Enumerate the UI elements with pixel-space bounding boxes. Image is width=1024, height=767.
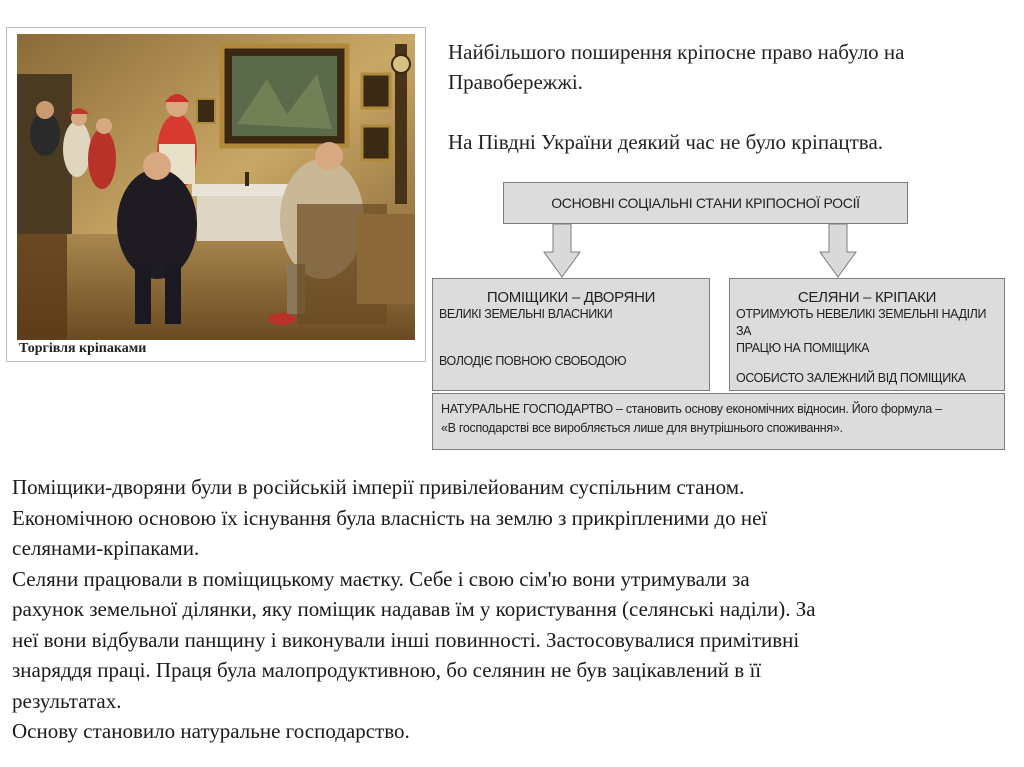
- painting-frame: [6, 27, 426, 362]
- intro-paragraph-1: Найбільшого поширення кріпосне право набуло на Правобережжі.: [448, 40, 905, 94]
- diagram-title: ОСНОВНІ СОЦІАЛЬНІ СТАНИ КРІПОСНОЇ РОСІЇ: [551, 195, 860, 211]
- body-line: Економічною основою їх існування була власність на землю з прикріпленими до неї: [12, 505, 768, 530]
- serfs-line-1: ОТРИМУЮТЬ НЕВЕЛИКІ ЗЕМЕЛЬНІ НАДІЛИ ЗА: [736, 307, 987, 338]
- body-line: знаряддя праці. Праця була малопродуктивною, бо селянин не був зацікавлений в її: [12, 658, 762, 682]
- diagram-title-box: [503, 182, 908, 224]
- body-line: результатах.: [12, 688, 122, 713]
- serfs-heading: СЕЛЯНИ – КРІПАКИ: [797, 289, 937, 306]
- landlords-heading: ПОМІЩИКИ – ДВОРЯНИ: [486, 289, 656, 306]
- body-line: неї вони відбували панщину і виконували інші повинності. Застосовувалися примітивні: [12, 627, 800, 652]
- natural-economy-line-1: НАТУРАЛЬНЕ ГОСПОДАРТВО – становить основу економічних відносин. Його формула –: [441, 402, 942, 416]
- painting-image: [17, 34, 415, 340]
- landlords-line-1: ВЕЛИКІ ЗЕМЕЛЬНІ ВЛАСНИКИ: [439, 307, 613, 321]
- serfs-line-2: ОСОБИСТО ЗАЛЕЖНИЙ ВІД ПОМІЩИКА: [736, 371, 966, 385]
- natural-economy-box: [432, 393, 1005, 450]
- arrow-down-icon-left: [543, 224, 581, 278]
- painting-caption: Торгівля кріпаками: [19, 341, 147, 356]
- serfs-box: [729, 278, 1005, 391]
- body-line: Основу становило натуральне господарство.: [12, 719, 410, 743]
- serfs-line-1b: ПРАЦЮ НА ПОМІЩИКА: [736, 341, 870, 355]
- arrow-down-icon-right: [819, 224, 857, 278]
- painting-illustration: [17, 34, 415, 340]
- landlords-box: [432, 278, 710, 391]
- body-line: селянами-кріпаками.: [12, 536, 200, 560]
- body-line: рахунок земельної ділянки, яку поміщик надавав їм у користування (селянські наділи). За: [12, 597, 816, 621]
- body-line: Поміщики-дворяни були в російській імперії привілейованим суспільним станом.: [12, 475, 745, 499]
- body-line: Селяни працювали в поміщицькому маєтку. Себе і свою сім'ю вони утримували за: [12, 566, 750, 591]
- natural-economy-line-2: «В господарстві все виробляється лише для внутрішнього споживання».: [441, 421, 843, 435]
- landlords-line-2: ВОЛОДІЄ ПОВНОЮ СВОБОДОЮ: [439, 354, 627, 368]
- body-text: [12, 472, 1017, 747]
- intro-paragraph-2: На Півдні України деякий час не було кріпацтва.: [448, 130, 884, 154]
- intro-text: [448, 37, 1018, 157]
- social-classes-diagram: [431, 180, 1010, 450]
